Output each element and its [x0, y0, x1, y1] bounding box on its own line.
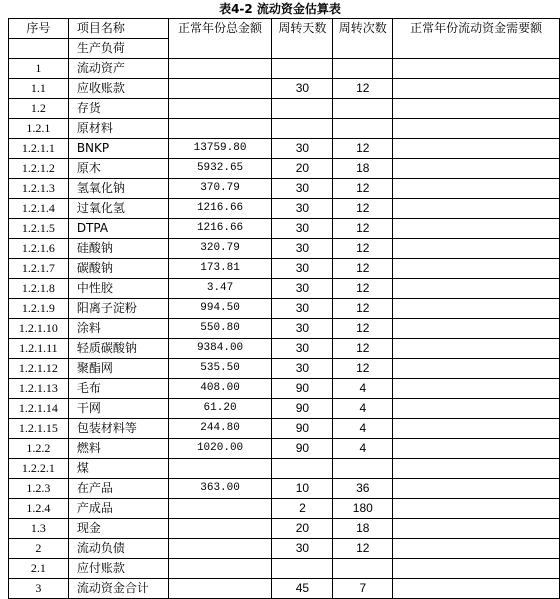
- cell-need: [393, 579, 560, 599]
- cell-amount: [168, 559, 272, 579]
- cell-name: 燃料: [68, 439, 168, 459]
- working-capital-table: [8, 18, 560, 599]
- cell-days: 30: [272, 79, 333, 99]
- cell-days: 30: [272, 279, 333, 299]
- cell-need: [393, 219, 560, 239]
- table-row: [9, 179, 560, 199]
- cell-amount: 994.50: [168, 299, 272, 319]
- cell-need: [393, 99, 560, 119]
- cell-days: [272, 119, 333, 139]
- cell-amount: [168, 579, 272, 599]
- table-row: [9, 399, 560, 419]
- cell-amount: 363.00: [168, 479, 272, 499]
- table-row: [9, 359, 560, 379]
- cell-need: [393, 439, 560, 459]
- cell-seq: 1.2.3: [9, 479, 69, 499]
- cell-name: 氢氧化钠: [68, 179, 168, 199]
- cell-amount: 9384.00: [168, 339, 272, 359]
- header-item-line2: 生产负荷: [68, 39, 168, 59]
- cell-need: [393, 239, 560, 259]
- cell-seq: 1.2.1.14: [9, 399, 69, 419]
- header-item-line1: 项目名称: [68, 19, 168, 39]
- cell-times: 12: [333, 139, 393, 159]
- cell-amount: [168, 79, 272, 99]
- cell-need: [393, 259, 560, 279]
- cell-seq: 1.1: [9, 79, 69, 99]
- cell-times: 12: [333, 299, 393, 319]
- cell-name: BNKP: [68, 139, 168, 159]
- cell-seq: 2: [9, 539, 69, 559]
- cell-amount: 5932.65: [168, 159, 272, 179]
- cell-seq: 1: [9, 59, 69, 79]
- cell-seq: 1.2.1.8: [9, 279, 69, 299]
- cell-times: 12: [333, 319, 393, 339]
- cell-need: [393, 479, 560, 499]
- table-row: [9, 459, 560, 479]
- header-amount: 正常年份总金额: [168, 19, 272, 59]
- table-row: [9, 279, 560, 299]
- cell-seq: 1.2.1.2: [9, 159, 69, 179]
- header-need: 正常年份流动资金需要额: [393, 19, 560, 59]
- cell-times: [333, 119, 393, 139]
- table-row: [9, 139, 560, 159]
- cell-days: 2: [272, 499, 333, 519]
- cell-name: DTPA: [68, 219, 168, 239]
- cell-days: 30: [272, 339, 333, 359]
- cell-days: 90: [272, 419, 333, 439]
- cell-seq: 1.2.1.4: [9, 199, 69, 219]
- cell-name: 应付账款: [68, 559, 168, 579]
- cell-days: 90: [272, 399, 333, 419]
- table-row: [9, 99, 560, 119]
- cell-name: 原材料: [68, 119, 168, 139]
- cell-seq: 3: [9, 579, 69, 599]
- cell-amount: [168, 459, 272, 479]
- cell-times: 18: [333, 159, 393, 179]
- cell-times: 12: [333, 339, 393, 359]
- cell-seq: 1.2.1.7: [9, 259, 69, 279]
- cell-days: 30: [272, 139, 333, 159]
- cell-amount: 320.79: [168, 239, 272, 259]
- cell-need: [393, 359, 560, 379]
- cell-name: 涂料: [68, 319, 168, 339]
- cell-amount: 61.20: [168, 399, 272, 419]
- table-row: [9, 419, 560, 439]
- cell-days: 30: [272, 299, 333, 319]
- cell-name: 毛布: [68, 379, 168, 399]
- cell-need: [393, 139, 560, 159]
- cell-seq: 1.2.1.13: [9, 379, 69, 399]
- cell-need: [393, 179, 560, 199]
- cell-name: 流动负债: [68, 539, 168, 559]
- cell-days: 90: [272, 379, 333, 399]
- cell-times: 7: [333, 579, 393, 599]
- table-row: [9, 499, 560, 519]
- cell-amount: 370.79: [168, 179, 272, 199]
- cell-days: 90: [272, 439, 333, 459]
- cell-amount: 173.81: [168, 259, 272, 279]
- cell-seq: 1.2.4: [9, 499, 69, 519]
- cell-amount: 1020.00: [168, 439, 272, 459]
- cell-name: 包装材料等: [68, 419, 168, 439]
- cell-amount: [168, 99, 272, 119]
- cell-times: 18: [333, 519, 393, 539]
- cell-name: 过氧化氢: [68, 199, 168, 219]
- cell-days: 10: [272, 479, 333, 499]
- table-row: [9, 379, 560, 399]
- table-row: [9, 259, 560, 279]
- cell-seq: 2.1: [9, 559, 69, 579]
- table-row: [9, 199, 560, 219]
- cell-amount: [168, 119, 272, 139]
- table-row: [9, 339, 560, 359]
- cell-times: 36: [333, 479, 393, 499]
- cell-need: [393, 319, 560, 339]
- table-row: [9, 559, 560, 579]
- cell-amount: 1216.66: [168, 219, 272, 239]
- cell-name: 存货: [68, 99, 168, 119]
- cell-times: 12: [333, 239, 393, 259]
- cell-name: 阳离子淀粉: [68, 299, 168, 319]
- cell-days: [272, 99, 333, 119]
- cell-seq: 1.2: [9, 99, 69, 119]
- cell-seq: 1.2.2.1: [9, 459, 69, 479]
- cell-amount: 13759.80: [168, 139, 272, 159]
- cell-days: 30: [272, 319, 333, 339]
- cell-seq: 1.3: [9, 519, 69, 539]
- cell-seq: 1.2.1.3: [9, 179, 69, 199]
- cell-name: 流动资产: [68, 59, 168, 79]
- header-seq: 序号: [9, 19, 69, 39]
- table-row: [9, 519, 560, 539]
- cell-times: 4: [333, 439, 393, 459]
- cell-amount: [168, 539, 272, 559]
- cell-name: 在产品: [68, 479, 168, 499]
- cell-days: 30: [272, 539, 333, 559]
- cell-need: [393, 379, 560, 399]
- header-days: 周转天数: [272, 19, 333, 59]
- table-row: [9, 119, 560, 139]
- cell-amount: [168, 499, 272, 519]
- cell-name: 应收账款: [68, 79, 168, 99]
- cell-name: 聚酯网: [68, 359, 168, 379]
- cell-name: 煤: [68, 459, 168, 479]
- cell-days: 20: [272, 519, 333, 539]
- cell-times: 180: [333, 499, 393, 519]
- cell-need: [393, 459, 560, 479]
- header-times: 周转次数: [333, 19, 393, 59]
- cell-days: [272, 559, 333, 579]
- cell-seq: 1.2.2: [9, 439, 69, 459]
- header-row: [9, 19, 560, 39]
- cell-need: [393, 59, 560, 79]
- header-seq-blank: [9, 39, 69, 59]
- cell-times: 12: [333, 359, 393, 379]
- cell-seq: 1.2.1.11: [9, 339, 69, 359]
- cell-need: [393, 419, 560, 439]
- cell-amount: 1216.66: [168, 199, 272, 219]
- cell-name: 现金: [68, 519, 168, 539]
- cell-need: [393, 339, 560, 359]
- cell-name: 硅酸钠: [68, 239, 168, 259]
- cell-times: 12: [333, 179, 393, 199]
- table-row: [9, 479, 560, 499]
- cell-days: 30: [272, 359, 333, 379]
- table-row: [9, 299, 560, 319]
- cell-days: [272, 459, 333, 479]
- cell-days: 30: [272, 179, 333, 199]
- cell-seq: 1.2.1.12: [9, 359, 69, 379]
- cell-times: [333, 99, 393, 119]
- cell-amount: 244.80: [168, 419, 272, 439]
- cell-need: [393, 79, 560, 99]
- cell-seq: 1.2.1.6: [9, 239, 69, 259]
- cell-name: 产成品: [68, 499, 168, 519]
- cell-need: [393, 559, 560, 579]
- cell-seq: 1.2.1.5: [9, 219, 69, 239]
- cell-name: 中性胶: [68, 279, 168, 299]
- cell-need: [393, 519, 560, 539]
- table-title: 表4-2 流动资金估算表: [219, 2, 341, 16]
- cell-amount: 408.00: [168, 379, 272, 399]
- cell-need: [393, 279, 560, 299]
- cell-times: 12: [333, 279, 393, 299]
- table-row: [9, 79, 560, 99]
- table-row: [9, 239, 560, 259]
- cell-times: 12: [333, 259, 393, 279]
- cell-need: [393, 199, 560, 219]
- cell-times: 4: [333, 419, 393, 439]
- cell-times: [333, 59, 393, 79]
- cell-days: 30: [272, 199, 333, 219]
- cell-times: [333, 559, 393, 579]
- cell-amount: 550.80: [168, 319, 272, 339]
- cell-name: 碳酸钠: [68, 259, 168, 279]
- cell-need: [393, 399, 560, 419]
- table-row: [9, 579, 560, 599]
- cell-need: [393, 119, 560, 139]
- table-row: [9, 59, 560, 79]
- table-row: [9, 319, 560, 339]
- table-row: [9, 539, 560, 559]
- cell-seq: 1.2.1.10: [9, 319, 69, 339]
- cell-name: 轻质碳酸钠: [68, 339, 168, 359]
- cell-need: [393, 539, 560, 559]
- cell-times: 12: [333, 199, 393, 219]
- cell-amount: 3.47: [168, 279, 272, 299]
- cell-days: 45: [272, 579, 333, 599]
- cell-need: [393, 299, 560, 319]
- cell-seq: 1.2.1.15: [9, 419, 69, 439]
- cell-name: 流动资金合计: [68, 579, 168, 599]
- cell-seq: 1.2.1.1: [9, 139, 69, 159]
- cell-times: 4: [333, 379, 393, 399]
- table-row: [9, 219, 560, 239]
- cell-days: 30: [272, 259, 333, 279]
- cell-need: [393, 499, 560, 519]
- cell-times: [333, 459, 393, 479]
- cell-days: 20: [272, 159, 333, 179]
- cell-times: 12: [333, 79, 393, 99]
- cell-need: [393, 159, 560, 179]
- table-row: [9, 439, 560, 459]
- table-row: [9, 159, 560, 179]
- cell-amount: [168, 519, 272, 539]
- cell-times: 12: [333, 219, 393, 239]
- cell-days: [272, 59, 333, 79]
- cell-amount: 535.50: [168, 359, 272, 379]
- cell-times: 12: [333, 539, 393, 559]
- cell-times: 4: [333, 399, 393, 419]
- cell-days: 30: [272, 219, 333, 239]
- cell-name: 干网: [68, 399, 168, 419]
- cell-amount: [168, 59, 272, 79]
- cell-days: 30: [272, 239, 333, 259]
- cell-name: 原木: [68, 159, 168, 179]
- cell-seq: 1.2.1: [9, 119, 69, 139]
- cell-seq: 1.2.1.9: [9, 299, 69, 319]
